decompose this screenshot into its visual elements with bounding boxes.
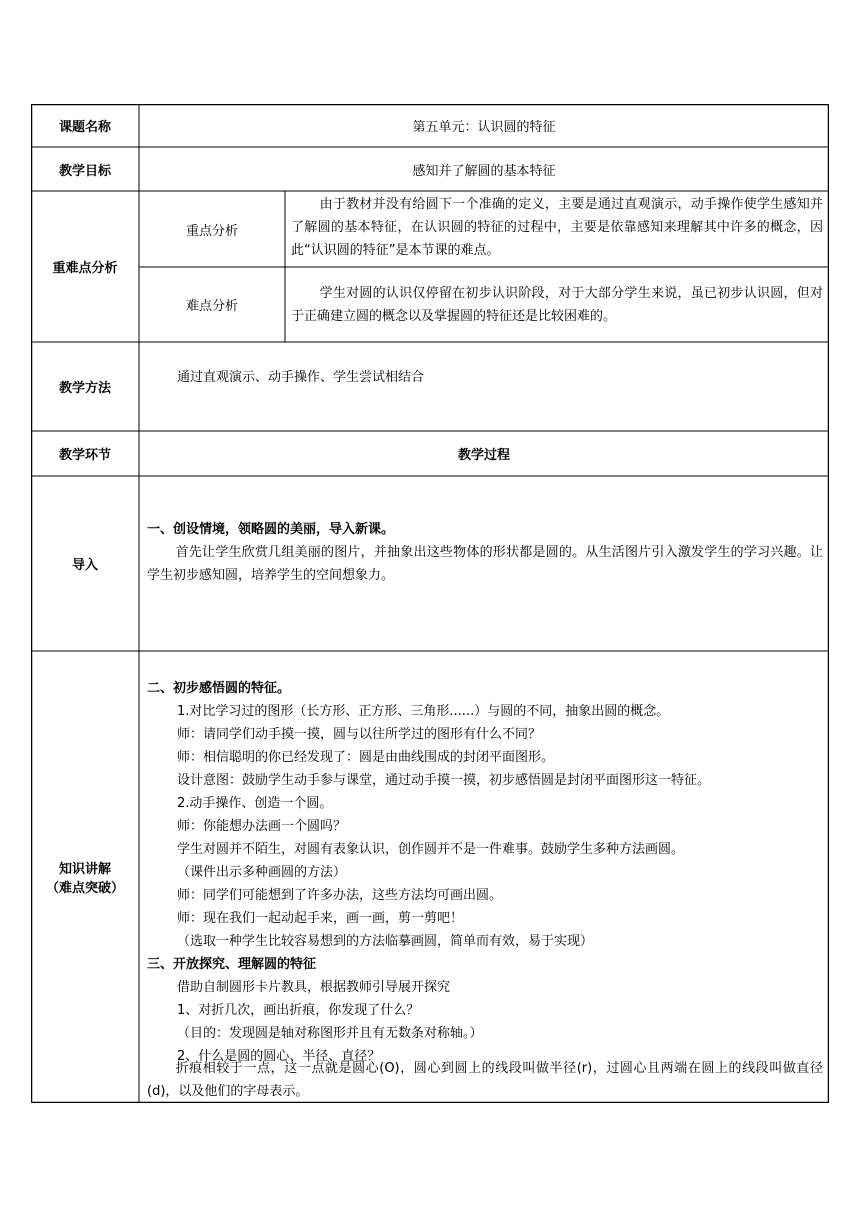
- list-item: 师：现在我们一起动起手来，画一画，剪一剪吧！: [177, 911, 464, 926]
- analysis-label: 重难点分析: [52, 261, 118, 276]
- list-item: 师：同学们可能想到了许多办法，这些方法均可画出圆。: [177, 888, 503, 903]
- difficult-analysis-label: 难点分析: [185, 299, 238, 314]
- list-item: 师：请同学们动手摸一摸，圆与以往所学过的图形有什么不同？: [177, 727, 542, 742]
- lesson-plan-table: [31, 104, 829, 1103]
- process-header-label: 教学过程: [457, 448, 510, 463]
- goal-label: 教学目标: [58, 163, 111, 179]
- list-item: 学生对圆并不陌生，对圆有表象认识，创作圆并不是一件难事。鼓励学生多种方法画圆。: [177, 842, 685, 857]
- key-analysis-text: 由于教材并没有给圆下一个准确的定义，主要是通过直观演示，动手操作使学生感知并了解圆的基本特征，在认识圆的特征的过程中，主要是依靠感知来理解其中许多的概念，因此“认识圆的特征”是本节课的难点。: [291, 197, 823, 258]
- intro-heading: 一、创设情境，领略圆的美丽，导入新课。: [147, 522, 395, 537]
- intro-text: 首先让学生欣赏几组美丽的图片，并抽象出这些物体的形状都是圆的。从生活图片引入激发学生的学习兴趣。让学生初步感知圆，培养学生的空间想象力。: [147, 545, 823, 583]
- knowledge-label-line1: 知识讲解: [58, 862, 111, 877]
- knowledge-label-line2: （难点突破）: [45, 881, 124, 896]
- knowledge-label: [31, 651, 139, 1103]
- list-item: 2、什么是圆的圆心、半径、直径？: [177, 1049, 381, 1064]
- section-two-heading: 二、初步感悟圆的特征。: [147, 681, 291, 696]
- intro-label: 导入: [71, 558, 98, 573]
- last-paragraph: 折痕相较于一点，这一点就是圆心(O)，圆心到圆上的线段叫做半径(r)，过圆心且两端在圆上的线段叫做直径(d)，以及他们的字母表示。: [147, 1061, 823, 1099]
- list-item: （目的：发现圆是轴对称图形并且有无数条对称轴。）: [177, 1026, 483, 1041]
- list-item: 师：相信聪明的你已经发现了：圆是由曲线围成的封闭平面图形。: [177, 750, 555, 765]
- goal-value: 感知并了解圆的基本特征: [412, 163, 556, 179]
- list-item: （课件出示多种画圆的方法）: [177, 865, 347, 880]
- list-item: 2.动手操作、创造一个圆。: [177, 796, 333, 811]
- list-item: 1、对折几次，画出折痕，你发现了什么？: [177, 1003, 420, 1018]
- topic-value: 第五单元：认识圆的特征: [412, 120, 556, 135]
- topic-label: 课题名称: [58, 120, 111, 135]
- list-item: 师：你能想办法画一个圆吗？: [177, 819, 347, 834]
- list-item: 设计意图：鼓励学生动手参与课堂，通过动手摸一摸，初步感悟圆是封闭平面图形这一特征。: [177, 773, 711, 788]
- method-value: 通过直观演示、动手操作、学生尝试相结合: [177, 370, 425, 385]
- difficult-analysis-text: 学生对圆的认识仅停留在初步认识阶段，对于大部分学生来说，虽已初步认识圆，但对于正确建立圆的概念以及掌握圆的特征还是比较困难的。: [291, 286, 823, 324]
- list-item: 1.对比学习过的图形（长方形、正方形、三角形......）与圆的不同，抽象出圆的概念。: [177, 704, 670, 719]
- method-label: 教学方法: [58, 381, 111, 396]
- key-analysis-label: 重点分析: [185, 223, 238, 239]
- list-item: （选取一种学生比较容易想到的方法临摹画圆，简单而有效，易于实现）: [177, 934, 594, 949]
- stage-header-label: 教学环节: [58, 448, 111, 463]
- list-item: 借助自制圆形卡片教具，根据教师引导展开探究: [177, 980, 451, 995]
- section-three-heading: 三、开放探究、理解圆的特征: [147, 957, 317, 972]
